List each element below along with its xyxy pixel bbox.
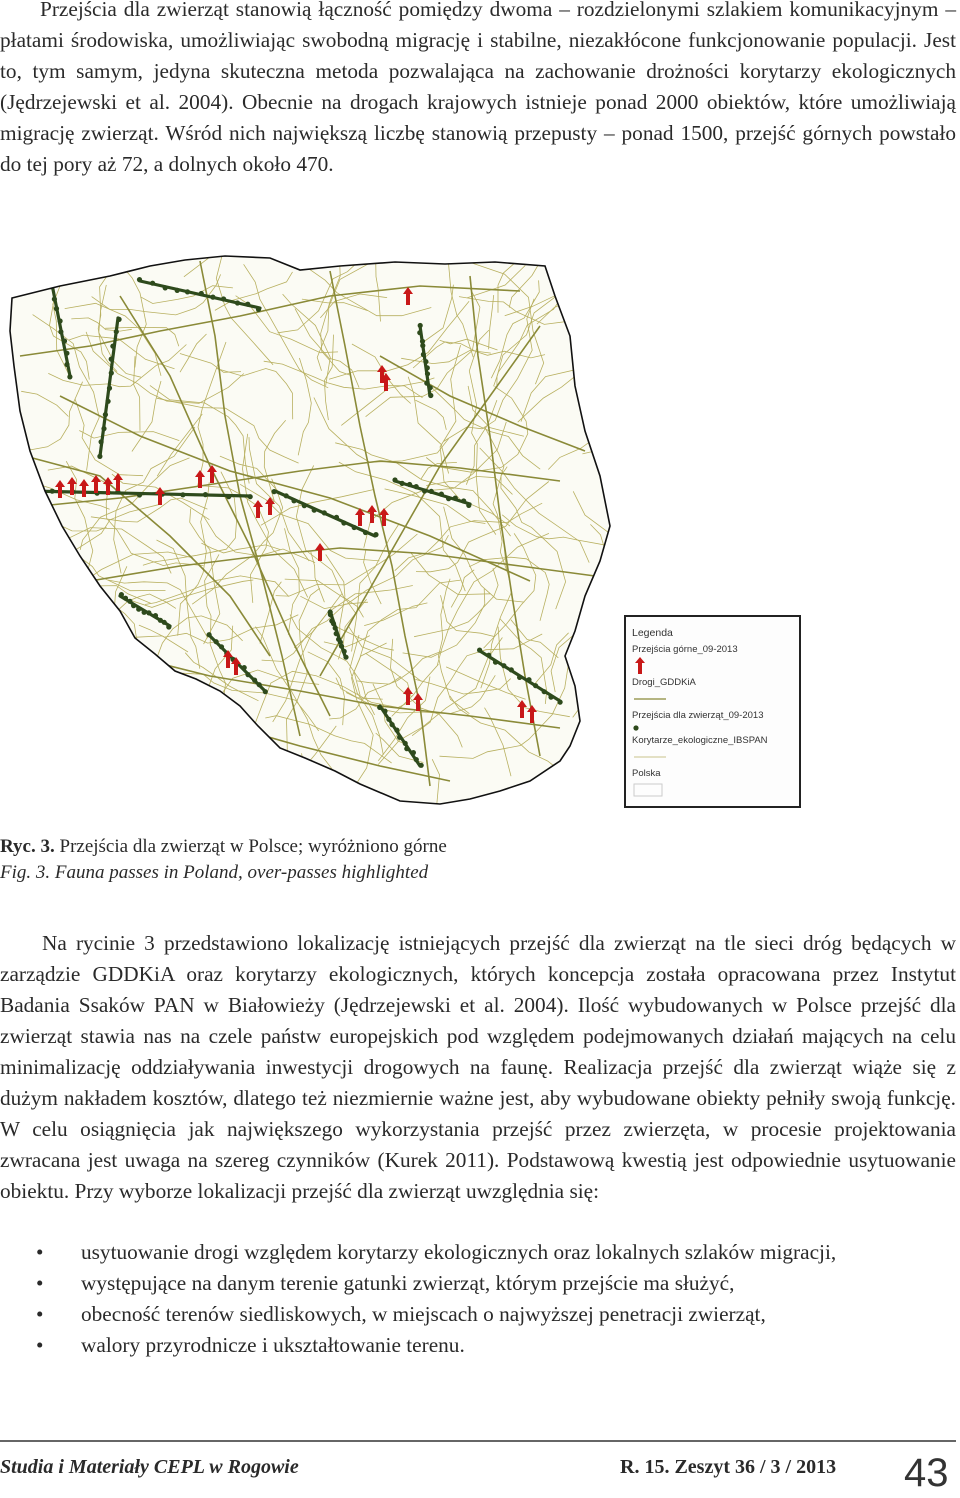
fauna-pass-dot [446,496,451,501]
figure-caption-en: Fig. 3. Fauna passes in Poland, over-passes highlighted [0,862,429,883]
minor-road [110,673,213,748]
fauna-pass-dot [407,482,412,487]
minor-road [46,573,88,635]
minor-road [596,415,677,448]
fauna-pass-dot [291,498,296,503]
minor-road [0,728,156,763]
fauna-pass-dot [150,281,155,286]
fauna-pass-dot [58,318,63,323]
fauna-pass-dot [28,489,33,494]
fauna-pass-dot [117,317,122,322]
fauna-pass-dot [373,532,378,537]
bullet-icon: • [36,1271,44,1295]
overpass-marker-stem [198,476,202,488]
fauna-pass-dot [166,624,171,629]
legend-item-poland: Polska [632,768,661,779]
minor-road [49,650,113,700]
fauna-pass-dot [453,496,458,501]
fauna-pass-dot [235,300,240,305]
fauna-pass-dot [185,289,190,294]
minor-road [582,446,764,479]
fauna-pass-dot [341,520,346,525]
overpass-marker-stem [116,479,120,491]
overpass-marker-stem [358,514,362,526]
fauna-pass-dot [429,489,434,494]
overpass-marker-stem [370,511,374,523]
fauna-pass-dot [428,385,433,390]
fauna-pass-dot [146,610,151,615]
fauna-pass-dot [533,683,538,688]
fauna-pass-dot [343,655,348,660]
fauna-pass-dot [127,599,132,604]
overpass-marker-stem [70,483,74,495]
fauna-pass-dot [64,362,69,367]
fauna-pass-dot [284,493,289,498]
fauna-pass-dot [221,296,226,301]
fauna-pass-dot [363,530,368,535]
journal-title: Studia i Materiały CEPL w Rogowie [0,1456,299,1478]
fauna-pass-dot [58,329,63,334]
fauna-pass-dot [248,494,253,499]
figure-caption-pl-text: Przejścia dla zwierząt w Polsce; wyróżniono górne [54,836,447,857]
fauna-pass-dot [400,481,405,486]
overpass-marker-stem [520,706,524,718]
fauna-pass-dot [109,357,114,362]
fauna-pass-dot [180,492,185,497]
bullet-icon: • [36,1333,44,1357]
road-line-icon [632,689,799,709]
fauna-pass-dot [425,371,430,376]
fauna-pass-dot [210,295,215,300]
poland-outline-icon [632,780,799,800]
fauna-pass-dot [97,454,102,459]
minor-road [93,660,135,707]
fauna-pass-dot [486,653,491,658]
overpass-marker-stem [382,514,386,526]
fauna-pass-dot [414,484,419,489]
main-paragraph: Na rycinie 3 przedstawiono lokalizację istniejących przejść dla zwierząt na tle sieci dróg będących w zarządzie GDDKiA oraz korytarzy ekologicznych, których koncepcja została opracowana przez Instytut Badania Ssaków PAN w Białowieży (Jędrzejewski et al. 2004). Ilość wybudowanych w Polsce przejść dla zwierząt stawia nas na czele państw europejskich pod względem podejmowanych działań mających na celu minimalizację oddziaływania inwestycji drogowych na faunę. Realizacja przejść dla zwierząt wiąże się z dużym nakładem kosztów, dlatego też niezmiernie ważne jest, aby wybudowane obiekty pełniły swoją funkcję. W celu osiągnięcia jak największego wykorzystania przejść przez zwierzęta, w procesie projektowania zwracana jest uwaga na szereg czynników (Kurek 2011). Podstawową kwestią jest odpowiednie usytuowanie obiektu. Przy wyborze lokalizacji przejść dla zwierząt uwzględnia się: [0,931,956,1203]
overpass-marker-stem [226,656,230,668]
fauna-pass-dot [263,689,268,694]
fauna-pass-dot [377,705,382,710]
fauna-pass-dot [199,291,204,296]
fauna-pass-dot [103,412,108,417]
minor-road [459,236,563,262]
fauna-pass-dot [302,503,307,508]
fauna-pass-dot [50,489,55,494]
figure-label: Ryc. 3. [0,836,55,857]
fauna-pass-dot [131,603,136,608]
fauna-pass-dot [417,330,422,335]
fauna-pass-dot [328,612,333,617]
fauna-pass-dot [423,359,428,364]
fauna-pass-dot [424,381,429,386]
overpass-marker-stem [106,483,110,495]
fauna-pass-dot [428,393,433,398]
minor-road [107,769,208,781]
intro-paragraph: Przejścia dla zwierząt stanowią łączność pomiędzy dwoma – rozdzielonymi szlakiem komunikacyjnym – płatami środowiska, umożliwiając swobodną migrację i stabilne, niezakłócone funkcjonowanie populacji. Jest to, tym samym, jedyna skuteczna metoda pozwalająca na zachowanie drożności korytarzy ekologicznych (Jędrzejewski et al. 2004). Obecnie na drogach krajowych istnieje ponad 2000 obiektów, które umożliwiają migrację zwierząt. Wśród nich największą liczbę stanowią przepusty – ponad 1500, przejść górnych powstało do tej pory aż 72, a dolnych około 470. [0,0,956,176]
fauna-pass-dot [137,492,142,497]
fauna-pass-dot [461,498,466,503]
minor-road [0,735,21,748]
overpass-marker-stem [82,485,86,497]
overpass-marker-stem [406,293,410,305]
legend-item-roads: Drogi_GDDKiA [632,677,696,688]
page-number: 43 [904,1451,949,1495]
fauna-pass-dot [419,763,424,768]
fauna-pass-dot [257,682,262,687]
legend-item-corridors: Korytarze_ekologiczne_IBSPAN [632,735,768,746]
overpass-marker-stem [58,486,62,498]
fauna-pass-dot [466,503,471,508]
fauna-pass-dot [394,728,399,733]
fauna-pass-dot [411,750,416,755]
fauna-pass-dot [517,675,522,680]
overpass-marker-stem [318,549,322,561]
fauna-pass-dot [382,709,387,714]
fauna-pass-dot [242,665,247,670]
figure-caption-pl [0,834,447,860]
fauna-pass-dot [107,386,112,391]
fauna-pass-dot [425,365,430,370]
fauna-pass-dot [142,610,147,615]
bullet-icon: • [36,1302,44,1326]
legend-title: Legenda [632,627,673,639]
minor-road [80,679,187,747]
legend-item-fauna-passes: Przejścia dla zwierząt_09-2013 [632,710,764,721]
minor-road [2,758,18,820]
fauna-pass-dot [110,344,115,349]
fauna-pass-dot [501,663,506,668]
minor-road [36,692,208,716]
minor-road [579,389,641,411]
fauna-pass-dot [123,596,128,601]
fauna-pass-dot [509,667,514,672]
fauna-pass-dot [101,426,106,431]
minor-road [574,250,612,343]
fauna-pass-dot [542,689,547,694]
fauna-pass-dot [136,607,141,612]
minor-road [80,715,137,757]
fauna-pass-dot [214,639,219,644]
fauna-pass-dot [420,343,425,348]
fauna-pass-dot [404,746,409,751]
bullet-icon: • [36,1240,44,1264]
fauna-pass-dot [558,700,563,705]
fauna-pass-dot [272,489,277,494]
minor-road [131,650,146,755]
fauna-pass-dot [162,620,167,625]
fauna-pass-dot [52,297,57,302]
list-item-text: obecność terenów siedliskowych, w miejscach o najwyższej penetracji zwierząt, [81,1302,766,1326]
list-item [0,1268,956,1299]
footer-divider [0,1440,956,1442]
fauna-pass-dot [342,649,347,654]
fauna-pass-dot [397,735,402,740]
fauna-pass-dot [439,492,444,497]
fauna-pass-dot [64,351,69,356]
fauna-pass-dot [548,695,553,700]
fauna-pass-dot [352,525,357,530]
fauna-pass-dot [334,631,339,636]
fauna-pass-dot [219,644,224,649]
overpass-marker-stem [406,693,410,705]
fauna-pass-dot [403,741,408,746]
issue-info: R. 15. Zeszyt 36 / 3 / 2013 [620,1456,837,1478]
minor-road [47,703,81,722]
overpass-marker-stem [530,711,534,723]
fauna-pass-dot [386,717,391,722]
list-item [0,1330,956,1361]
fauna-pass-dot [153,613,158,618]
fauna-pass-dot [312,508,317,513]
fauna-pass-dot [493,660,498,665]
overpass-marker-stem [210,471,214,483]
list-item [0,1237,956,1268]
fauna-pass-dot [414,757,419,762]
fauna-pass-dot [226,494,231,499]
corridor-line-icon [632,747,799,767]
fauna-pass-dot [109,370,114,375]
fauna-pass-dot [421,352,426,357]
minor-road [148,685,173,779]
fauna-pass-dot [106,399,111,404]
fauna-pass-dot [54,306,59,311]
minor-road [45,683,86,740]
criteria-list [0,1237,956,1361]
overpass-symbol-icon [632,656,799,676]
fauna-pass-dot [119,592,124,597]
overpass-marker-stem [234,663,238,675]
overpass-marker-stem [94,481,98,493]
overpass-marker-stem [256,506,260,518]
fauna-pass-dot [137,277,142,282]
list-item-text: walory przyrodnicze i ukształtowanie terenu. [81,1333,465,1357]
minor-road [168,693,254,820]
fauna-pass-dot [339,644,344,649]
fauna-pass-dot [245,302,250,307]
overpass-marker-stem [158,493,162,505]
minor-road [56,589,109,759]
minor-road [578,296,625,363]
fauna-pass-dot [203,492,208,497]
fauna-pass-dot [392,477,397,482]
fauna-pass-dot [49,273,54,278]
fauna-pass-dot [207,632,212,637]
fauna-pass-dot [256,307,261,312]
fauna-pass-dot [245,672,250,677]
minor-road [252,745,288,821]
minor-road [38,692,137,761]
overpass-marker-stem [268,503,272,515]
fauna-pass-dot [418,323,423,328]
fauna-pass-dot [390,722,395,727]
list-item-text: występujące na danym terenie gatunki zwierząt, którym przejście ma służyć, [81,1271,735,1295]
fauna-pass-dot [175,288,180,293]
list-item-text: usytuowanie drogi względem korytarzy ekologicznych oraz lokalnych szlaków migracji, [81,1240,837,1264]
fauna-pass-dot [252,678,257,683]
minor-road [42,652,100,732]
minor-road [63,659,156,675]
fauna-pass-dot [322,510,327,515]
fauna-pass-dot [333,625,338,630]
fauna-pass-dot [334,515,339,520]
overpass-marker-stem [416,699,420,711]
fauna-pass-dot [526,677,531,682]
map-legend [624,615,801,808]
fauna-pass-dot [163,285,168,290]
legend-item-overpasses: Przejścia górne_09-2013 [632,644,738,655]
fauna-pass-dot [67,374,72,379]
fauna-pass-dot [422,488,427,493]
fauna-pass-dot [45,260,50,265]
fauna-pass-dot [62,338,67,343]
fauna-pass-dot-icon [632,722,799,734]
fauna-pass-dot [114,329,119,334]
fauna-pass-dot [477,648,482,653]
list-item [0,1299,956,1330]
overpass-marker-stem [384,379,388,391]
fauna-pass-dot [99,439,104,444]
